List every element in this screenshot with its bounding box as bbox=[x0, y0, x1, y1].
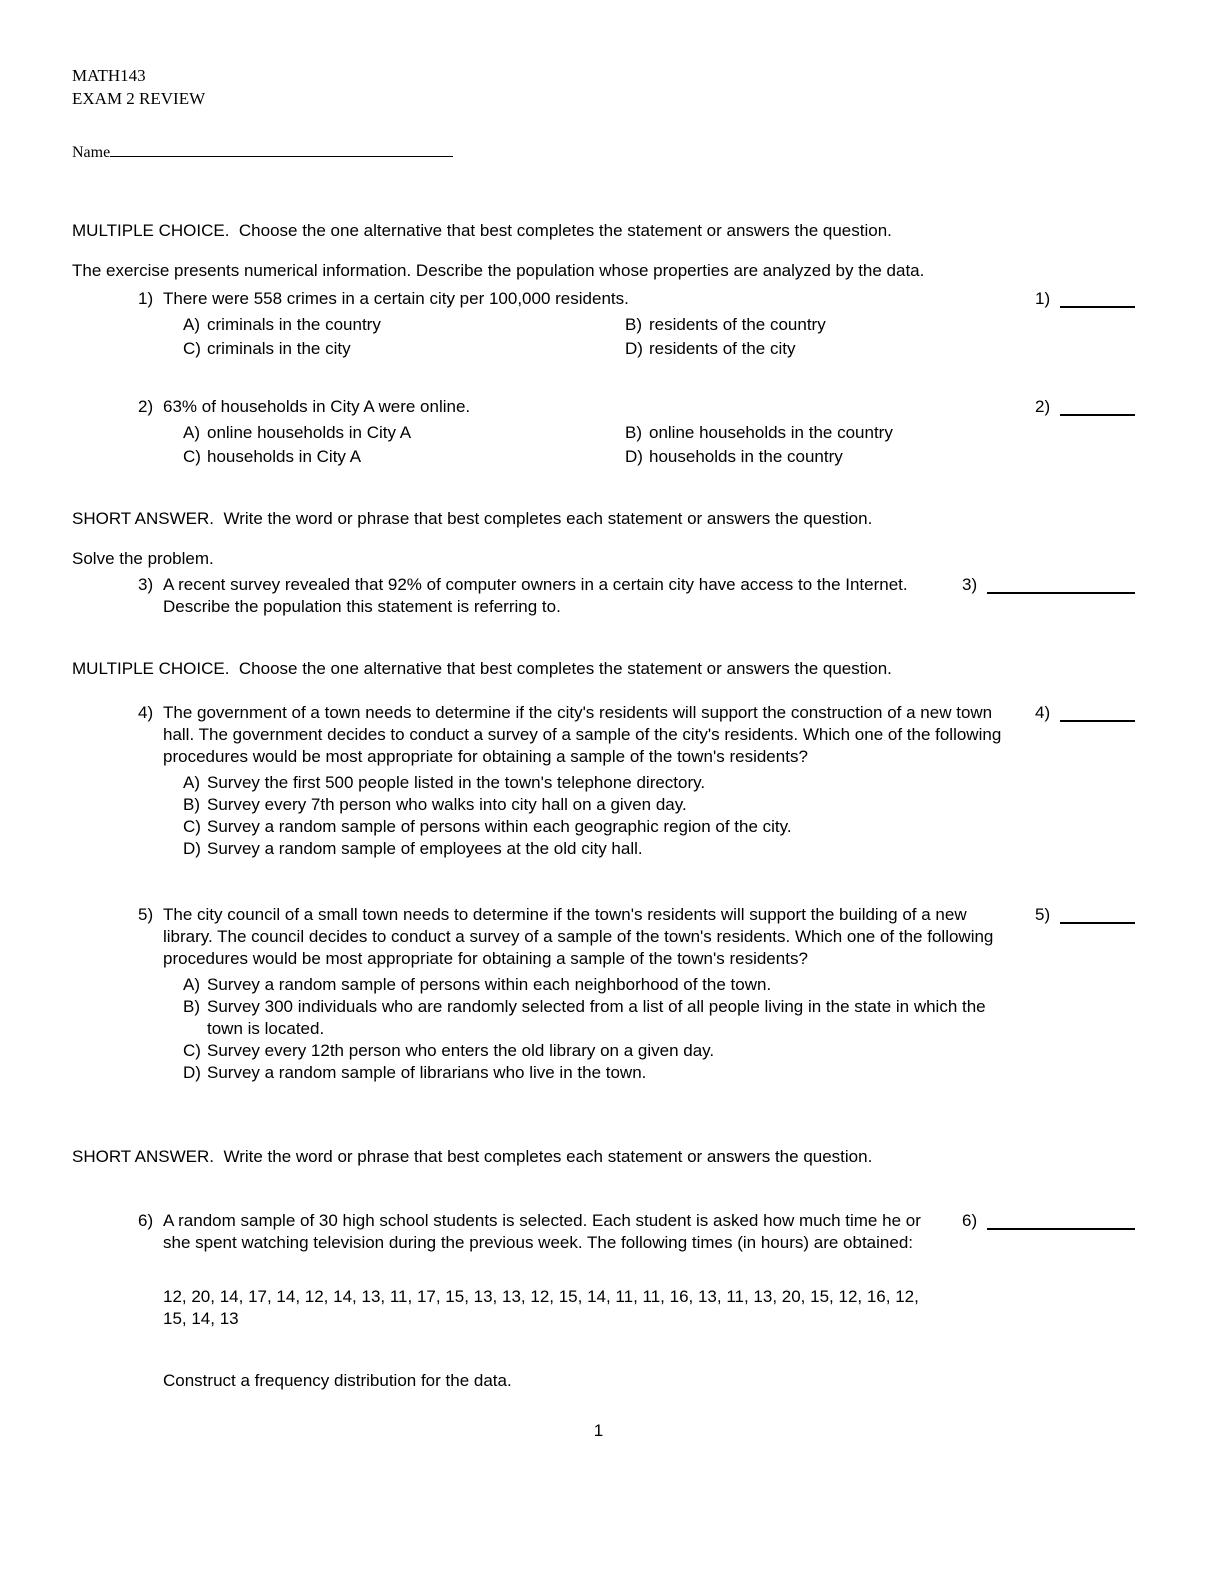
choice-a bbox=[183, 422, 625, 444]
answer-number: 4) bbox=[1035, 703, 1051, 722]
question-number: 6) bbox=[138, 1211, 154, 1230]
choice-text: residents of the country bbox=[649, 315, 826, 334]
question-text: A recent survey revealed that 92% of computer owners in a certain city have access to the Internet. Describe the population this statement is referring to. bbox=[163, 575, 908, 616]
answer-line bbox=[987, 1210, 1135, 1230]
answer-line bbox=[1060, 702, 1135, 722]
choice-label: B) bbox=[183, 997, 200, 1016]
choice-label: A) bbox=[183, 773, 200, 792]
question-3 bbox=[138, 574, 1135, 618]
choice-c bbox=[183, 446, 625, 468]
answer-number: 2) bbox=[1035, 397, 1051, 416]
choice-b bbox=[183, 996, 1011, 1040]
instruction-solve-problem: Solve the problem. bbox=[72, 549, 214, 568]
choice-text: Survey a random sample of persons within each neighborhood of the town. bbox=[207, 975, 772, 994]
choice-c bbox=[183, 1040, 1011, 1062]
question-number: 3) bbox=[138, 575, 154, 594]
choice-text: Survey a random sample of persons within each geographic region of the city. bbox=[207, 817, 792, 836]
choice-label: B) bbox=[625, 423, 642, 442]
doc-header bbox=[72, 64, 1135, 110]
choice-text: Survey every 12th person who enters the old library on a given day. bbox=[207, 1041, 715, 1060]
answer-blank bbox=[962, 574, 1135, 596]
choice-text: Survey the first 500 people listed in the town's telephone directory. bbox=[207, 773, 706, 792]
answer-number: 3) bbox=[962, 575, 978, 594]
choice-c bbox=[183, 816, 1011, 838]
question-2 bbox=[138, 396, 1135, 468]
question-text: There were 558 crimes in a certain city per 100,000 residents. bbox=[163, 289, 629, 308]
choice-text: online households in City A bbox=[207, 423, 412, 442]
choice-b bbox=[625, 314, 1011, 336]
choice-label: A) bbox=[183, 315, 200, 334]
name-label: Name bbox=[72, 144, 111, 161]
name-row bbox=[72, 142, 1135, 164]
choice-text: households in the country bbox=[649, 447, 843, 466]
choice-label: B) bbox=[183, 795, 200, 814]
answer-blank bbox=[962, 1210, 1135, 1232]
answer-line bbox=[1060, 288, 1135, 308]
question-4 bbox=[138, 702, 1135, 860]
question-number: 4) bbox=[138, 703, 154, 722]
choice-d bbox=[183, 838, 1011, 860]
doc-title: EXAM 2 REVIEW bbox=[72, 89, 206, 108]
answer-blank bbox=[1035, 702, 1135, 724]
answer-blank bbox=[1035, 396, 1135, 418]
question-number: 1) bbox=[138, 289, 154, 308]
section-header-multiple-choice-2: MULTIPLE CHOICE. Choose the one alternative that best completes the statement or answers the question. bbox=[72, 659, 892, 678]
choice-b bbox=[183, 794, 1011, 816]
choice-text: Survey 300 individuals who are randomly selected from a list of all people living in the state in which the town is located. bbox=[207, 997, 986, 1038]
answer-blank bbox=[1035, 904, 1135, 926]
question-5 bbox=[138, 904, 1135, 1084]
instruction-describe-population: The exercise presents numerical information. Describe the population whose properties are analyzed by the data. bbox=[72, 261, 925, 280]
choices bbox=[183, 974, 1011, 1084]
choices bbox=[183, 314, 1011, 360]
choice-label: C) bbox=[183, 1041, 201, 1060]
choice-d bbox=[625, 338, 1011, 360]
choice-label: D) bbox=[183, 1063, 201, 1082]
task-text: Construct a frequency distribution for the data. bbox=[163, 1371, 512, 1390]
answer-line bbox=[1060, 396, 1135, 416]
answer-number: 6) bbox=[962, 1211, 978, 1230]
answer-number: 5) bbox=[1035, 905, 1051, 924]
section-header-multiple-choice: MULTIPLE CHOICE. Choose the one alternative that best completes the statement or answers the question. bbox=[72, 221, 892, 240]
choice-label: C) bbox=[183, 339, 201, 358]
choice-c bbox=[183, 338, 625, 360]
data-values: 12, 20, 14, 17, 14, 12, 14, 13, 11, 17, 15, 13, 13, 12, 15, 14, 11, 11, 16, 13, 11, 13, 20, 15, 12, 16, 12, 15, 14, 13 bbox=[163, 1287, 919, 1328]
choices bbox=[183, 422, 1011, 468]
choice-text: online households in the country bbox=[649, 423, 893, 442]
question-text: The city council of a small town needs to determine if the town's residents will support the building of a new library. The council decides to conduct a survey of a sample of the town's residents. Which one of the following procedures would be most appropriate for obtaining a sample of the town's residents? bbox=[163, 905, 994, 968]
choice-text: households in City A bbox=[207, 447, 362, 466]
choice-text: Survey a random sample of librarians who live in the town. bbox=[207, 1063, 647, 1082]
choice-text: criminals in the city bbox=[207, 339, 351, 358]
choice-label: B) bbox=[625, 315, 642, 334]
name-blank-line bbox=[110, 142, 453, 157]
answer-blank bbox=[1035, 288, 1135, 310]
question-text: A random sample of 30 high school students is selected. Each student is asked how much time he or she spent watching television during the previous week. The following times (in hours) are obtained: bbox=[163, 1211, 921, 1252]
choice-text: criminals in the country bbox=[207, 315, 381, 334]
choice-label: D) bbox=[183, 839, 201, 858]
section-header-short-answer: SHORT ANSWER. Write the word or phrase that best completes each statement or answers the question. bbox=[72, 509, 873, 528]
answer-line bbox=[987, 574, 1135, 594]
choice-a bbox=[183, 974, 1011, 996]
page-number: 1 bbox=[593, 1421, 604, 1440]
choices bbox=[183, 772, 1011, 860]
choice-b bbox=[625, 422, 1011, 444]
choice-label: A) bbox=[183, 975, 200, 994]
choice-label: A) bbox=[183, 423, 200, 442]
choice-label: C) bbox=[183, 447, 201, 466]
question-6 bbox=[138, 1210, 1135, 1392]
choice-a bbox=[183, 314, 625, 336]
question-number: 5) bbox=[138, 905, 154, 924]
section-header-short-answer-2: SHORT ANSWER. Write the word or phrase that best completes each statement or answers the question. bbox=[72, 1147, 873, 1166]
choice-label: C) bbox=[183, 817, 201, 836]
choice-a bbox=[183, 772, 1011, 794]
choice-label: D) bbox=[625, 339, 643, 358]
answer-number: 1) bbox=[1035, 289, 1051, 308]
question-number: 2) bbox=[138, 397, 154, 416]
course-code: MATH143 bbox=[72, 66, 146, 85]
question-text: 63% of households in City A were online. bbox=[163, 397, 471, 416]
question-1 bbox=[138, 288, 1135, 360]
choice-d bbox=[183, 1062, 1011, 1084]
question-text: The government of a town needs to determine if the city's residents will support the construction of a new town hall. The government decides to conduct a survey of a sample of the city's residents. Which one of the following procedures would be most appropriate for obtaining a sample of the town's residents? bbox=[163, 703, 1002, 766]
answer-line bbox=[1060, 904, 1135, 924]
choice-text: Survey every 7th person who walks into city hall on a given day. bbox=[207, 795, 687, 814]
choice-d bbox=[625, 446, 1011, 468]
choice-text: residents of the city bbox=[649, 339, 796, 358]
choice-label: D) bbox=[625, 447, 643, 466]
choice-text: Survey a random sample of employees at the old city hall. bbox=[207, 839, 643, 858]
